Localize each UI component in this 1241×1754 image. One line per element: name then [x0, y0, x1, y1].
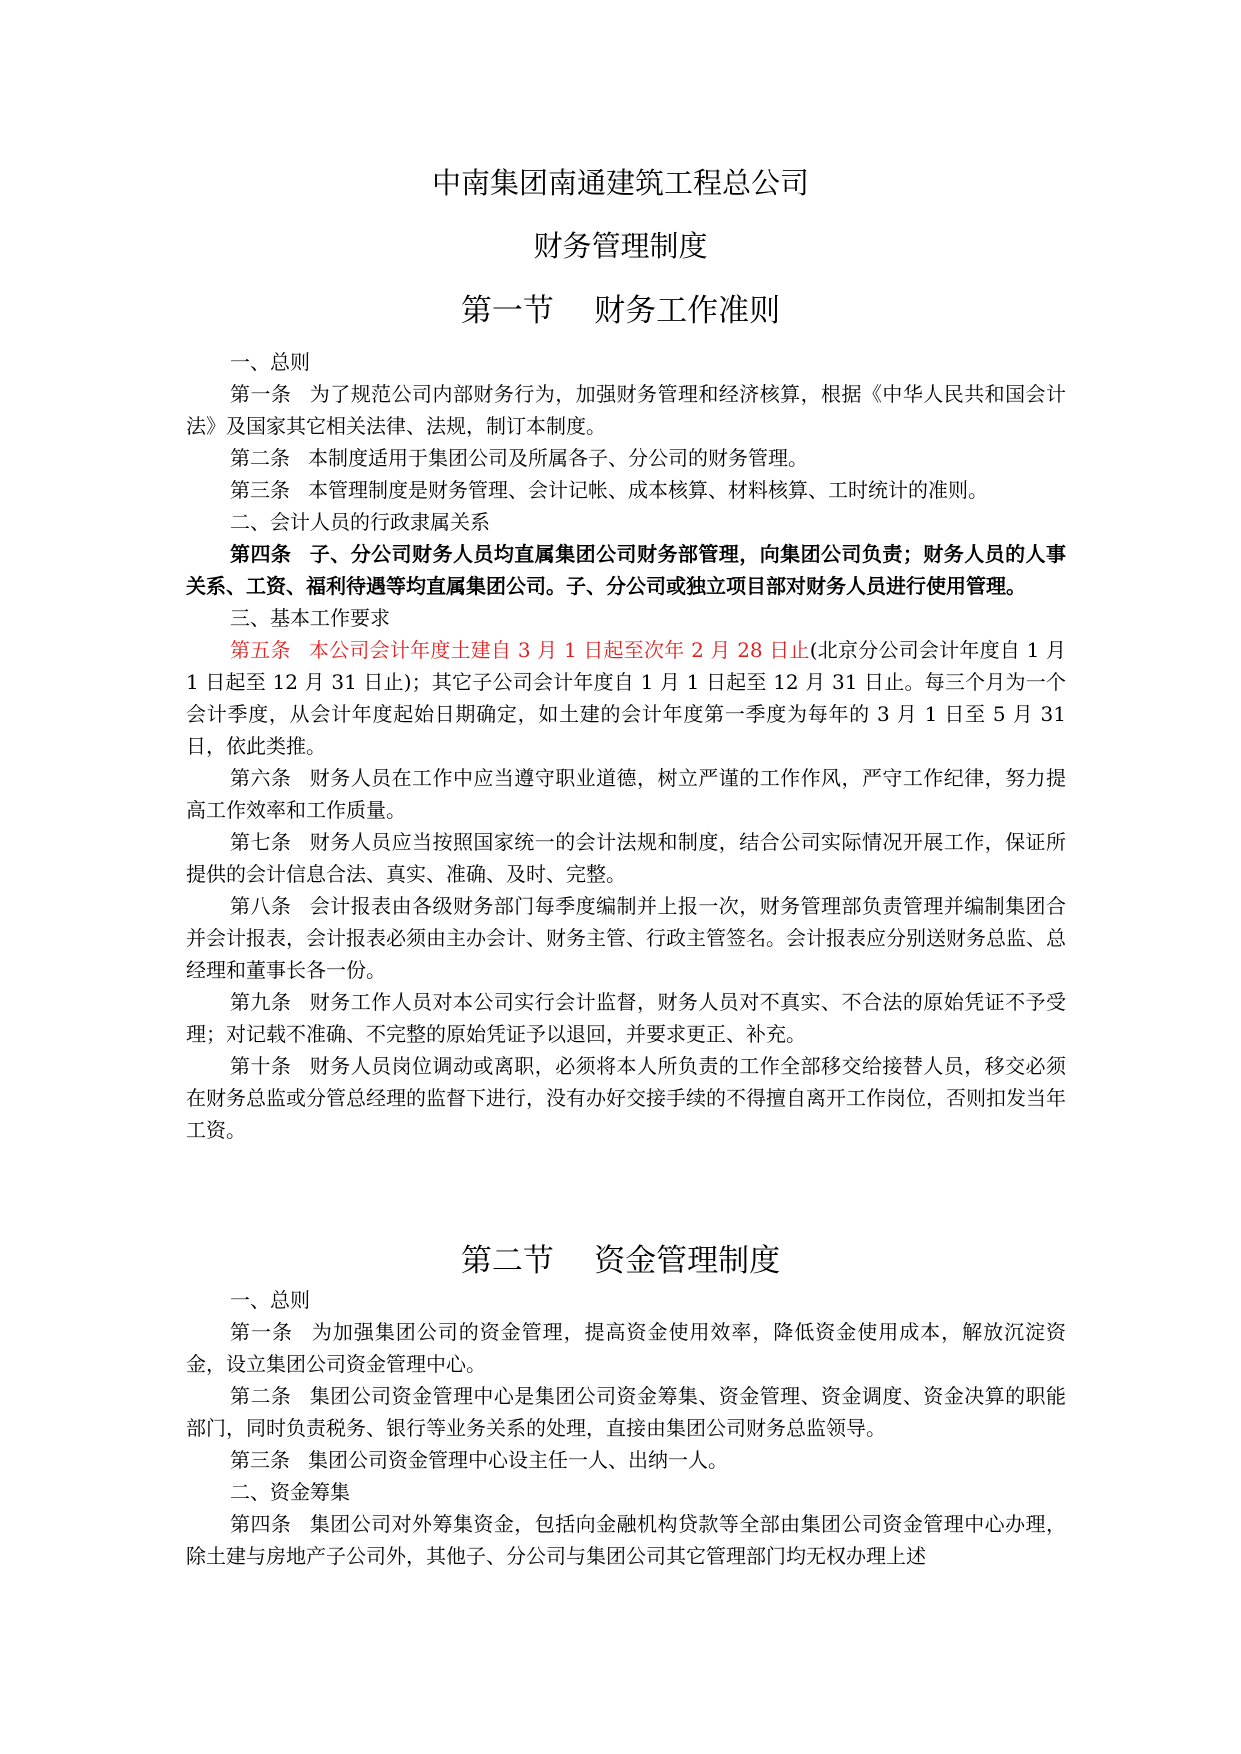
s1-article-10 [186, 1050, 1066, 1146]
article-number: 第四条 [230, 542, 292, 566]
article-text: 集团公司资金管理中心是集团公司资金筹集、资金管理、资金调度、资金决算的职能部门，同时负责税务、银行等业务关系的处理，直接由集团公司财务总监领导。 [186, 1384, 1067, 1440]
article-text: 集团公司对外筹集资金，包括向金融机构贷款等全部由集团公司资金管理中心办理，除土建与房地产子公司外，其他子、分公司与集团公司其它管理部门均无权办理上述 [186, 1512, 1067, 1568]
article-number: 第十条 [230, 1054, 292, 1078]
article-text-highlight: 本公司会计年度土建自 3 月 1 日起至次年 2 月 28 日止 [308, 638, 810, 662]
article-text: (北京分公司会计年度自 1 月 1 日起至 12 月 31 日止)；其它子公司会计年度自 1 月 1 日起至 12 月 31 日止。每三个月为一个会计季度，从会计年度起始日期确定，如土建的会计年度第一季度为每年的 3 月 1 日至 5 月 31 日，依此类推。 [186, 638, 1066, 758]
s1-heading-admin-relations: 二、会计人员的行政隶属关系 [230, 510, 490, 534]
section-2-body [186, 1284, 1066, 1572]
s2-article-2 [186, 1380, 1066, 1444]
article-text: 财务工作人员对本公司实行会计监督，财务人员对不真实、不合法的原始凭证不予受理；对记载不准确、不完整的原始凭证予以退回，并要求更正、补充。 [186, 990, 1067, 1046]
section-1-body [186, 346, 1066, 1146]
article-number: 第七条 [230, 830, 292, 854]
article-number: 第六条 [230, 766, 292, 790]
article-text: 本制度适用于集团公司及所属各子、分公司的财务管理。 [308, 446, 808, 470]
section-1-name: 财务工作准则 [594, 293, 781, 329]
article-number: 第一条 [230, 382, 292, 406]
s1-heading-basic-requirements: 三、基本工作要求 [230, 606, 390, 630]
section-2-number: 第二节 [460, 1243, 554, 1279]
s1-article-8 [186, 890, 1066, 986]
section-2-heading [0, 1240, 1241, 1282]
s1-article-2 [186, 442, 1066, 474]
article-text: 为加强集团公司的资金管理，提高资金使用效率，降低资金使用成本，解放沉淀资金，设立集团公司资金管理中心。 [186, 1320, 1067, 1376]
article-text: 为了规范公司内部财务行为，加强财务管理和经济核算，根据《中华人民共和国会计法》及国家其它相关法律、法规，制订本制度。 [186, 382, 1067, 438]
s2-article-1 [186, 1316, 1066, 1380]
article-text: 财务人员岗位调动或离职，必须将本人所负责的工作全部移交给接替人员，移交必须在财务总监或分管总经理的监督下进行，没有办好交接手续的不得擅自离开工作岗位，否则扣发当年工资。 [186, 1054, 1067, 1142]
s1-article-3 [186, 474, 1066, 506]
s2-heading-fundraising: 二、资金筹集 [230, 1480, 350, 1504]
article-number: 第二条 [230, 1384, 292, 1408]
article-number: 第四条 [230, 1512, 292, 1536]
s2-article-4 [186, 1508, 1066, 1572]
article-number: 第三条 [230, 478, 290, 502]
article-text: 集团公司资金管理中心设主任一人、出纳一人。 [308, 1448, 728, 1472]
section-1-heading [0, 290, 1241, 332]
article-number: 第八条 [230, 894, 292, 918]
s2-heading-general: 一、总则 [230, 1288, 310, 1312]
article-text: 本管理制度是财务管理、会计记帐、成本核算、材料核算、工时统计的准则。 [308, 478, 988, 502]
s1-article-6 [186, 762, 1066, 826]
article-number: 第一条 [230, 1320, 293, 1344]
article-text: 财务人员应当按照国家统一的会计法规和制度，结合公司实际情况开展工作，保证所提供的会计信息合法、真实、准确、及时、完整。 [186, 830, 1067, 886]
section-2-name: 资金管理制度 [594, 1243, 781, 1279]
s1-article-1 [186, 378, 1066, 442]
article-number: 第三条 [230, 1448, 290, 1472]
s1-heading-general: 一、总则 [230, 350, 310, 374]
s1-article-7 [186, 826, 1066, 890]
article-number: 第五条 [230, 638, 291, 662]
article-text: 会计报表由各级财务部门每季度编制并上报一次，财务管理部负责管理并编制集团合并会计报表，会计报表必须由主办会计、财务主管、行政主管签名。会计报表应分别送财务总监、总经理和董事长各一份。 [186, 894, 1067, 982]
article-text: 子、分公司财务人员均直属集团公司财务部管理，向集团公司负责；财务人员的人事关系、工资、福利待遇等均直属集团公司。子、分公司或独立项目部对财务人员进行使用管理。 [186, 542, 1067, 598]
s1-article-5 [186, 634, 1066, 762]
company-title: 中南集团南通建筑工程总公司 [431, 166, 809, 200]
article-number: 第二条 [230, 446, 290, 470]
article-text: 财务人员在工作中应当遵守职业道德，树立严谨的工作作风，严守工作纪律，努力提高工作效率和工作质量。 [186, 766, 1067, 822]
document-title: 财务管理制度 [533, 229, 708, 263]
s2-article-3 [186, 1444, 1066, 1476]
s1-article-9 [186, 986, 1066, 1050]
s1-article-4 [186, 538, 1066, 602]
section-1-number: 第一节 [460, 293, 554, 329]
article-number: 第九条 [230, 990, 292, 1014]
